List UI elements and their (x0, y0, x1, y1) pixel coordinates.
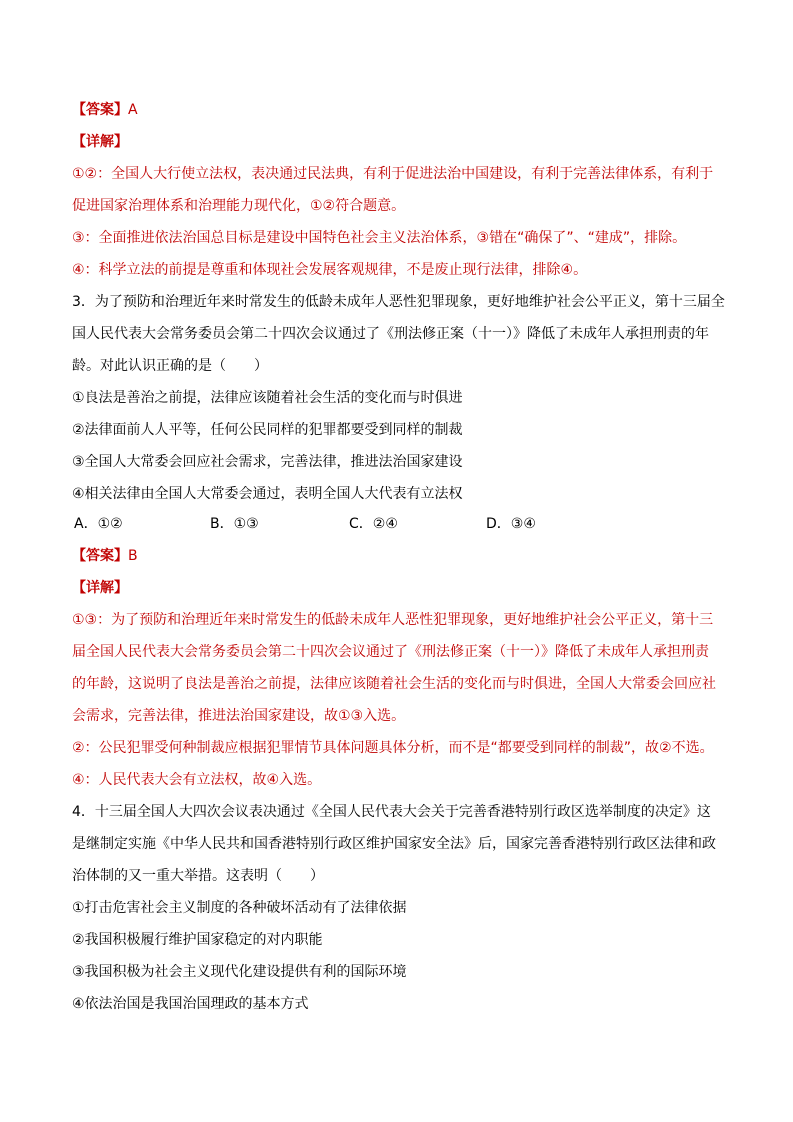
q3-statement: ②法律面前人人平等，任何公民同样的犯罪都要受到同样的制裁 (72, 422, 463, 438)
q3-detail-line: ①③：为了预防和治理近年来时常发生的低龄未成年人恶性犯罪现象，更好地维护社会公平正义，第十三 (72, 612, 714, 628)
q3-choice-b: B．①③ (210, 516, 259, 532)
q3-stem-line: 3．为了预防和治理近年来时常发生的低龄未成年人恶性犯罪现象，更好地维护社会公平正义，第十三届全 (72, 294, 725, 310)
q3-statement: ③全国人大常委会回应社会需求，完善法律，推进法治国家建设 (72, 454, 463, 470)
q4-statement: ④依法治国是我国治国理政的基本方式 (72, 996, 309, 1012)
q4-statement: ③我国积极为社会主义现代化建设提供有利的国际环境 (72, 964, 407, 980)
q3-statement: ④相关法律由全国人大常委会通过，表明全国人大代表有立法权 (72, 486, 463, 502)
answer-tag: 【答案】 (72, 548, 128, 564)
q3-answer-line (72, 546, 138, 566)
q3-detail-line: 届全国人民代表大会常务委员会第二十四次会议通过了《刑法修正案（十一）》降低了未成年人承担刑责 (72, 644, 709, 660)
q3-detail-line: 的年龄，这说明了良法是善治之前提，法律应该随着社会生活的变化而与时俱进，全国人大常委会回应社 (72, 676, 716, 692)
q4-stem-line: 治体制的又一重大举措。这表明（ ） (72, 868, 324, 884)
q3-detail-line: 会需求，完善法律，推进法治国家建设，故①③入选。 (72, 708, 406, 724)
answer-value: B (128, 548, 138, 564)
q3-statement: ①良法是善治之前提，法律应该随着社会生活的变化而与时俱进 (72, 390, 463, 406)
q2-detail-line: ③：全面推进依法治国总目标是建设中国特色社会主义法治体系，③错在“确保了”、“建成”，排除。 (72, 230, 687, 246)
q3-choice-d: D．③④ (486, 516, 536, 532)
answer-tag: 【答案】 (72, 102, 128, 118)
q2-detail-line: ④：科学立法的前提是尊重和体现社会发展客观规律，不是废止现行法律，排除④。 (72, 262, 588, 278)
q4-statement: ②我国积极履行维护国家稳定的对内职能 (72, 932, 323, 948)
q3-choice-c: C．②④ (349, 516, 398, 532)
q2-detail-line: 促进国家治理体系和治理能力现代化，①②符合题意。 (72, 198, 406, 214)
q3-stem-line: 国人民代表大会常务委员会第二十四次会议通过了《刑法修正案（十一）》降低了未成年人承担刑责的年 (72, 326, 709, 342)
q3-detail-tag: 【详解】 (72, 580, 128, 596)
q3-stem-line: 龄。对此认识正确的是（ ） (72, 358, 268, 374)
q4-stem-line: 4．十三届全国人大四次会议表决通过《全国人民代表大会关于完善香港特别行政区选举制度的决定》这 (72, 804, 711, 820)
q3-detail-line: ②：公民犯罪受何种制裁应根据犯罪情节具体问题具体分析，而不是“都要受到同样的制裁”，故②不选。 (72, 740, 714, 756)
q2-answer-line (72, 100, 138, 120)
q3-choice-a: A．①② (74, 516, 123, 532)
q4-stem-line: 是继制定实施《中华人民共和国香港特别行政区维护国家安全法》后，国家完善香港特别行政区法律和政 (72, 836, 716, 852)
q2-detail-tag: 【详解】 (72, 134, 128, 150)
q2-detail-line: ①②：全国人大行使立法权，表决通过民法典，有利于促进法治中国建设，有利于完善法律体系，有利于 (72, 166, 714, 182)
q3-detail-line: ④：人民代表大会有立法权，故④入选。 (72, 772, 322, 788)
q4-statement: ①打击危害社会主义制度的各种破坏活动有了法律依据 (72, 900, 407, 916)
answer-value: A (128, 102, 138, 118)
